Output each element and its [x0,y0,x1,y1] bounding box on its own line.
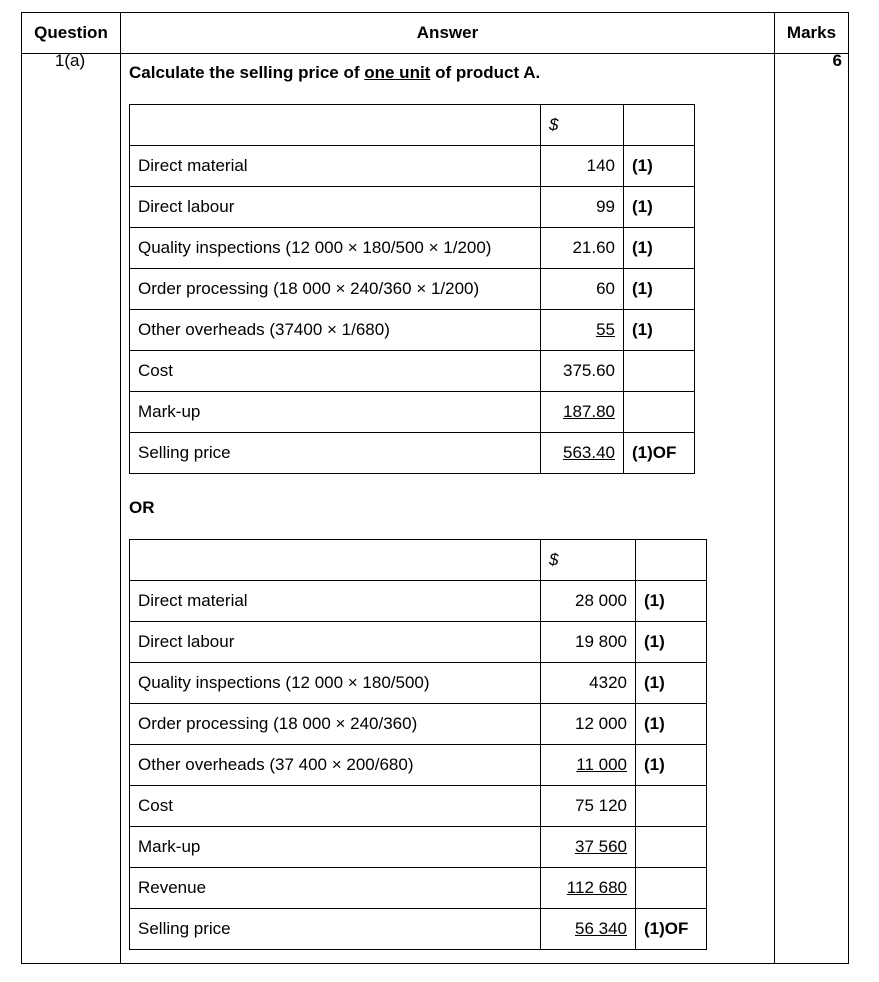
row-value: 140 [541,146,624,187]
row-value: 12 000 [541,704,636,745]
row-value: 55 [596,320,615,339]
label-header-cell [130,540,541,581]
table-row [130,622,707,663]
row-value: 11 000 [576,755,627,774]
row-label: Quality inspections (12 000 × 180/500 × 1/200) [130,228,541,269]
title-underlined: one unit [364,63,431,82]
row-value: 75 120 [541,786,636,827]
table-row [130,704,707,745]
row-value: 563.40 [563,443,615,462]
table-row [130,351,695,392]
row-label: Revenue [130,868,541,909]
calculation-table-total [129,539,707,950]
calculation-table-per-unit [129,104,695,474]
row-mark: (1) [636,622,707,663]
row-mark [636,868,707,909]
table-row [130,909,707,950]
currency-header: $ [541,105,624,146]
row-label: Direct material [130,581,541,622]
row-label: Mark-up [130,827,541,868]
row-mark: (1) [624,269,695,310]
table-header-row [130,540,707,581]
table-row [130,581,707,622]
row-mark: (1) [624,187,695,228]
row-label: Mark-up [130,392,541,433]
row-value: 4320 [541,663,636,704]
row-mark: (1)OF [624,433,695,474]
header-marks: Marks [786,23,837,42]
row-label: Cost [130,786,541,827]
row-mark: (1) [636,663,707,704]
table-row [130,310,695,351]
table-header-row [130,105,695,146]
row-label: Selling price [130,433,541,474]
table-row [130,392,695,433]
row-label: Order processing (18 000 × 240/360) [130,704,541,745]
title-suffix: of product A. [430,63,541,82]
header-question: Question [34,23,108,42]
row-label: Order processing (18 000 × 240/360 × 1/200) [130,269,541,310]
row-mark [624,392,695,433]
row-mark: (1) [624,310,695,351]
table-row [130,827,707,868]
table-row [130,146,695,187]
table-row [130,786,707,827]
row-label: Quality inspections (12 000 × 180/500) [130,663,541,704]
row-value: 99 [541,187,624,228]
row-mark: (1)OF [636,909,707,950]
table-row [130,868,707,909]
row-mark [624,351,695,392]
row-mark: (1) [624,228,695,269]
marks-column [775,13,848,963]
row-label: Selling price [130,909,541,950]
row-value: 112 680 [566,878,627,897]
table-row [130,745,707,786]
row-label: Other overheads (37 400 × 200/680) [130,745,541,786]
question-column [22,13,121,963]
label-header-cell [130,105,541,146]
row-value: 37 560 [575,837,627,856]
table-row [130,187,695,228]
row-label: Other overheads (37400 × 1/680) [130,310,541,351]
row-value: 19 800 [541,622,636,663]
header-divider [22,53,848,54]
row-mark: (1) [636,745,707,786]
marks-total: 6 [832,51,842,70]
row-value: 187.80 [563,402,615,421]
table-row [130,663,707,704]
row-value: 60 [541,269,624,310]
row-mark [636,786,707,827]
currency-header: $ [541,540,636,581]
header-answer: Answer [416,23,479,42]
table-row [130,228,695,269]
question-id: 1(a) [54,51,86,70]
row-value: 21.60 [541,228,624,269]
row-value: 56 340 [575,919,627,938]
mark-header-cell [636,540,707,581]
row-value: 28 000 [541,581,636,622]
table-row [130,433,695,474]
question-title [129,63,540,83]
row-label: Cost [130,351,541,392]
title-prefix: Calculate the selling price of [129,63,365,82]
row-value: 375.60 [541,351,624,392]
row-label: Direct labour [130,622,541,663]
or-label: OR [129,498,155,517]
table-row [130,269,695,310]
row-mark: (1) [636,581,707,622]
row-mark: (1) [624,146,695,187]
row-label: Direct material [130,146,541,187]
row-mark [636,827,707,868]
mark-header-cell [624,105,695,146]
row-label: Direct labour [130,187,541,228]
row-mark: (1) [636,704,707,745]
